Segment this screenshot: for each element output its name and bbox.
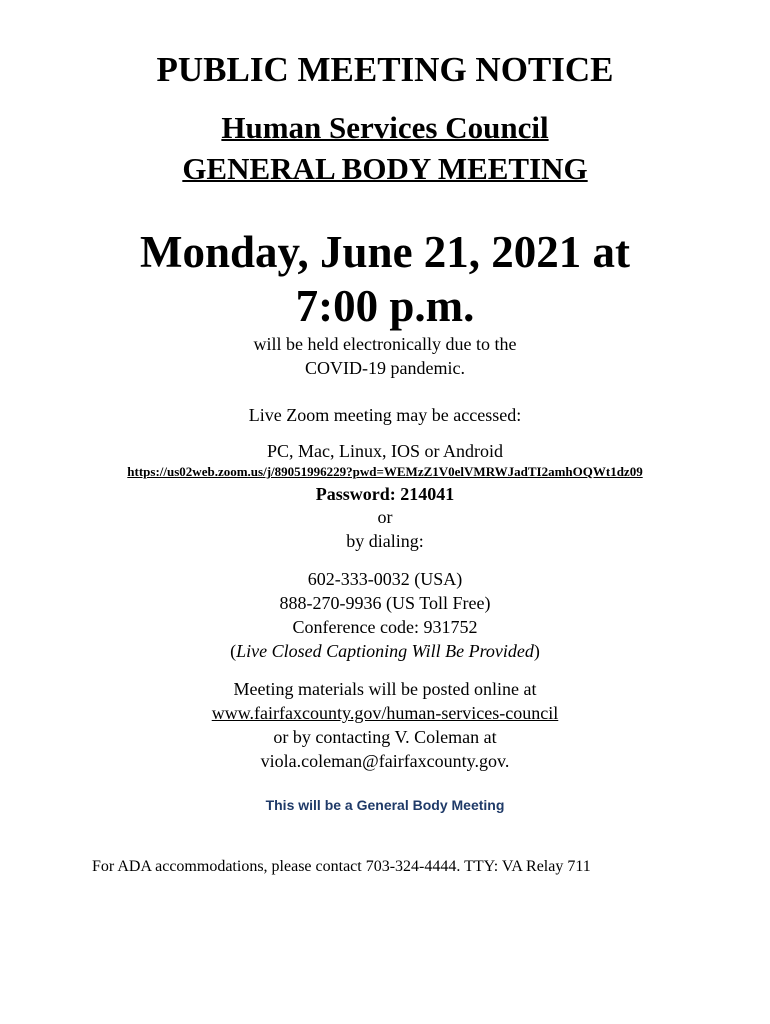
or-separator: or bbox=[377, 507, 393, 527]
materials-note: Meeting materials will be posted online at bbox=[233, 679, 537, 699]
phone-usa: 602-333-0032 (USA) bbox=[307, 569, 463, 589]
phone-toll-free: 888-270-9936 (US Toll Free) bbox=[279, 593, 491, 613]
electronic-note-line2: COVID-19 pandemic. bbox=[305, 358, 465, 378]
council-name: Human Services Council bbox=[221, 110, 549, 145]
meeting-date: Monday, June 21, 2021 at bbox=[139, 227, 631, 277]
materials-link-row bbox=[0, 703, 770, 724]
contact-note: or by contacting V. Coleman at bbox=[273, 727, 497, 747]
zoom-intro: Live Zoom meeting may be accessed: bbox=[248, 405, 522, 425]
contact-email: viola.coleman@fairfaxcounty.gov. bbox=[260, 751, 510, 771]
general-body-note: This will be a General Body Meeting bbox=[265, 797, 505, 813]
by-dialing-label: by dialing: bbox=[346, 531, 424, 551]
meeting-time: 7:00 p.m. bbox=[295, 281, 475, 331]
supported-platforms: PC, Mac, Linux, IOS or Android bbox=[267, 441, 503, 461]
captioning-text: Live Closed Captioning Will Be Provided bbox=[236, 641, 534, 661]
ada-accommodations: For ADA accommodations, please contact 703-324-4444. TTY: VA Relay 711 bbox=[92, 858, 591, 875]
captioning-note bbox=[0, 641, 770, 662]
electronic-note-line1: will be held electronically due to the bbox=[253, 334, 517, 354]
caption-close-paren: ) bbox=[533, 641, 540, 661]
meeting-type: GENERAL BODY MEETING bbox=[182, 151, 588, 186]
conference-code: Conference code: 931752 bbox=[292, 617, 478, 637]
notice-title: PUBLIC MEETING NOTICE bbox=[156, 50, 614, 89]
materials-link[interactable]: www.fairfaxcounty.gov/human-services-council bbox=[211, 703, 559, 723]
zoom-password: Password: 214041 bbox=[315, 484, 455, 504]
caption-open-paren: ( bbox=[230, 641, 237, 661]
zoom-meeting-link[interactable]: https://us02web.zoom.us/j/89051996229?pwd=WEMzZ1V0elVMRWJadTI2amhOQWt1dz09 bbox=[127, 464, 643, 479]
